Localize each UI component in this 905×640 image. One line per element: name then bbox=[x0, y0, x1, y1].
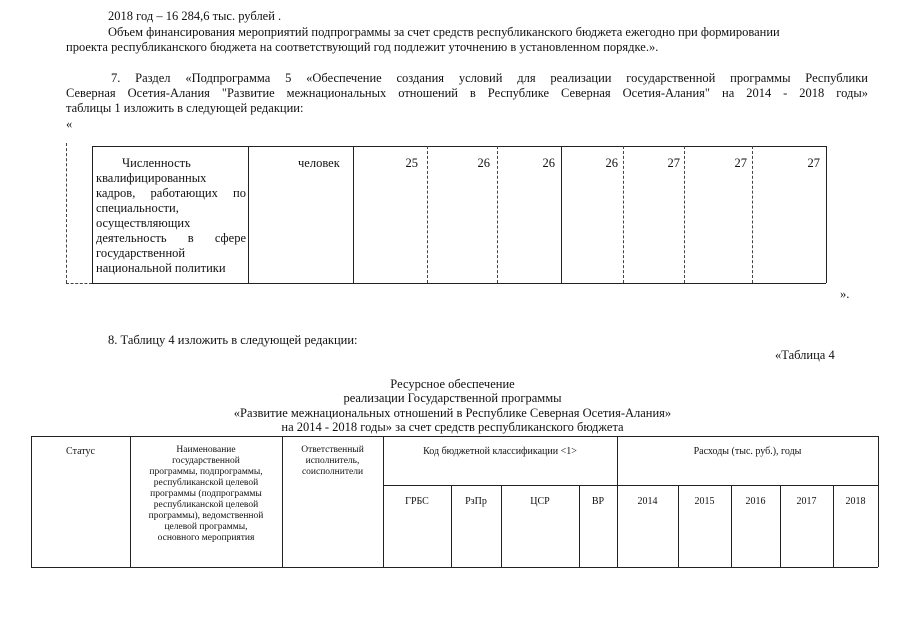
item7-line3: таблицы 1 изложить в следующей редакции: bbox=[66, 101, 304, 115]
close-quote: ». bbox=[840, 287, 850, 301]
indicator-unit: человек bbox=[298, 156, 340, 170]
table4-title-line1: Ресурсное обеспечение bbox=[390, 377, 515, 391]
header-status: Статус bbox=[66, 446, 95, 457]
indicator-value-2015: 26 bbox=[605, 156, 618, 170]
item7-line2: Северная Осетия-Алания "Развитие межнациональных отношений в Республике Северная Осетия-Алания" на 2014 - 2018 годы» bbox=[66, 86, 868, 100]
header-year-2015: 2015 bbox=[694, 496, 715, 507]
table4-title-line4: на 2014 - 2018 годы» за счет средств республиканского бюджета bbox=[281, 420, 624, 434]
header-year-2016: 2016 bbox=[745, 496, 766, 507]
open-quote: « bbox=[66, 117, 73, 131]
financing-note-line2: проекта республиканского бюджета на соответствующий год подлежит уточнению в установленном порядке.». bbox=[66, 40, 659, 54]
header-name: Наименование государственной программы, подпрограммы, республиканской целевой программы (подпрограммы республиканской целевой программы), ведомственной целевой программы, основного мероприятия bbox=[148, 445, 264, 543]
financing-note-line1: Объем финансирования мероприятий подпрограммы за счет средств республиканского бюджета ежегодно при формировании bbox=[108, 25, 780, 39]
header-vr: ВР bbox=[591, 496, 605, 507]
indicator-value-2016: 27 bbox=[667, 156, 680, 170]
indicator-value-2017: 27 bbox=[734, 156, 747, 170]
table4-label: «Таблица 4 bbox=[775, 348, 835, 362]
indicator-value-2018: 27 bbox=[807, 156, 820, 170]
indicator-value-2013: 26 bbox=[477, 156, 490, 170]
header-year-2018: 2018 bbox=[845, 496, 866, 507]
header-csr: ЦСР bbox=[530, 496, 550, 507]
indicator-value-2014: 26 bbox=[542, 156, 555, 170]
header-grbs: ГРБС bbox=[405, 496, 429, 507]
header-executor: Ответственный исполнитель, соисполнители bbox=[301, 445, 364, 477]
header-year-2017: 2017 bbox=[796, 496, 817, 507]
table4-title-line2: реализации Государственной программы bbox=[343, 391, 562, 405]
header-budget-code: Код бюджетной классификации <1> bbox=[423, 446, 577, 457]
item7-line1: 7. Раздел «Подпрограмма 5 «Обеспечение создания условий для реализации государственной программы Республики bbox=[111, 71, 868, 85]
indicator-value-2012: 25 bbox=[405, 156, 418, 170]
header-year-2014: 2014 bbox=[637, 496, 658, 507]
header-rzpr: РзПр bbox=[465, 496, 487, 507]
header-expenses: Расходы (тыс. руб.), годы bbox=[693, 446, 802, 457]
indicator-name: Численность квалифицированных кадров, работающих по специальности, осуществляющих деятельность в сфере государственной национальной политики bbox=[96, 156, 246, 275]
budget-2018-line: 2018 год – 16 284,6 тыс. рублей . bbox=[108, 9, 282, 23]
table4-title-line3: «Развитие межнациональных отношений в Республике Северная Осетия-Алания» bbox=[233, 406, 672, 420]
item8-line: 8. Таблицу 4 изложить в следующей редакции: bbox=[108, 333, 358, 347]
